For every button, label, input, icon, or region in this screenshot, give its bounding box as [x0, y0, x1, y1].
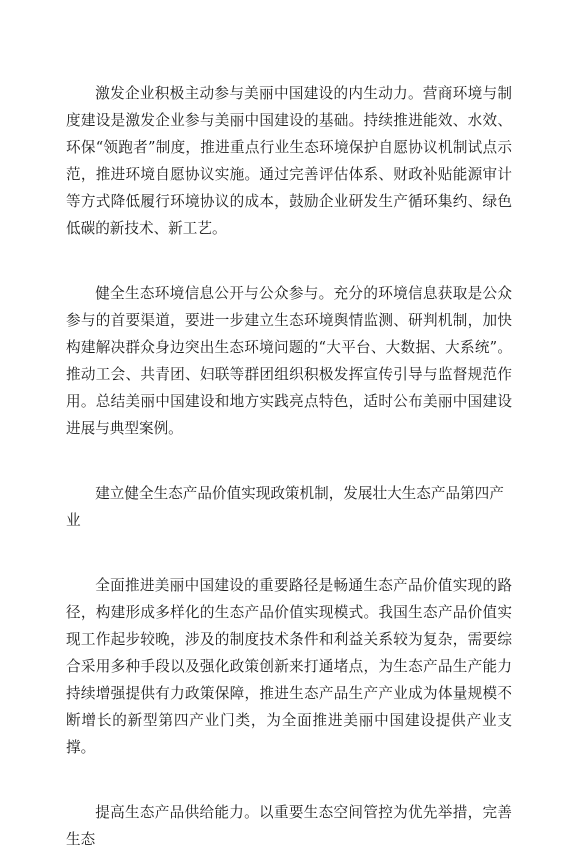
paragraph-supply-capacity: 提高生态产品供给能力。以重要生态空间管控为优先举措，完善生态: [66, 804, 512, 848]
paragraph-enterprise-motivation: 激发企业积极主动参与美丽中国建设的内生动力。营商环境与制度建设是激发企业参与美丽中国建设的基础。持续推进能效、水效、环保“领跑者”制度，推进重点行业生态环境保护自愿协议机制试点示范，推进环境自愿协议实施。通过完善评估体系、财政补贴能源审计等方式降低履行环境协议的成本，鼓励企业研发生产循环集约、绿色低碳的新技术、新工艺。: [66, 85, 512, 237]
paragraph-information-disclosure: 健全生态环境信息公开与公众参与。充分的环境信息获取是公众参与的首要渠道，要进一步建立生态环境舆情监测、研判机制，加快构建解决群众身边突出生态环境问题的“大平台、大数据、大系统”。推动工会、共青团、妇联等群团组织积极发挥宣传引导与监督规范作用。总结美丽中国建设和地方实践亮点特色，适时公布美丽中国建设进展与典型案例。: [66, 285, 512, 437]
section-heading: 建立健全生态产品价值实现政策机制，发展壮大生态产品第四产业: [66, 485, 504, 529]
paragraph-value-realization: 全面推进美丽中国建设的重要路径是畅通生态产品价值实现的路径，构建形成多样化的生态产品价值实现模式。我国生态产品价值实现工作起步较晚，涉及的制度技术条件和利益关系较为复杂，需要综合采用多种手段以及强化政策创新来打通堵点，为生态产品生产能力持续增强提供有力政策保障，推进生态产品生产产业成为体量规模不断增长的新型第四产业门类，为全面推进美丽中国建设提供产业支撑。: [66, 577, 512, 756]
